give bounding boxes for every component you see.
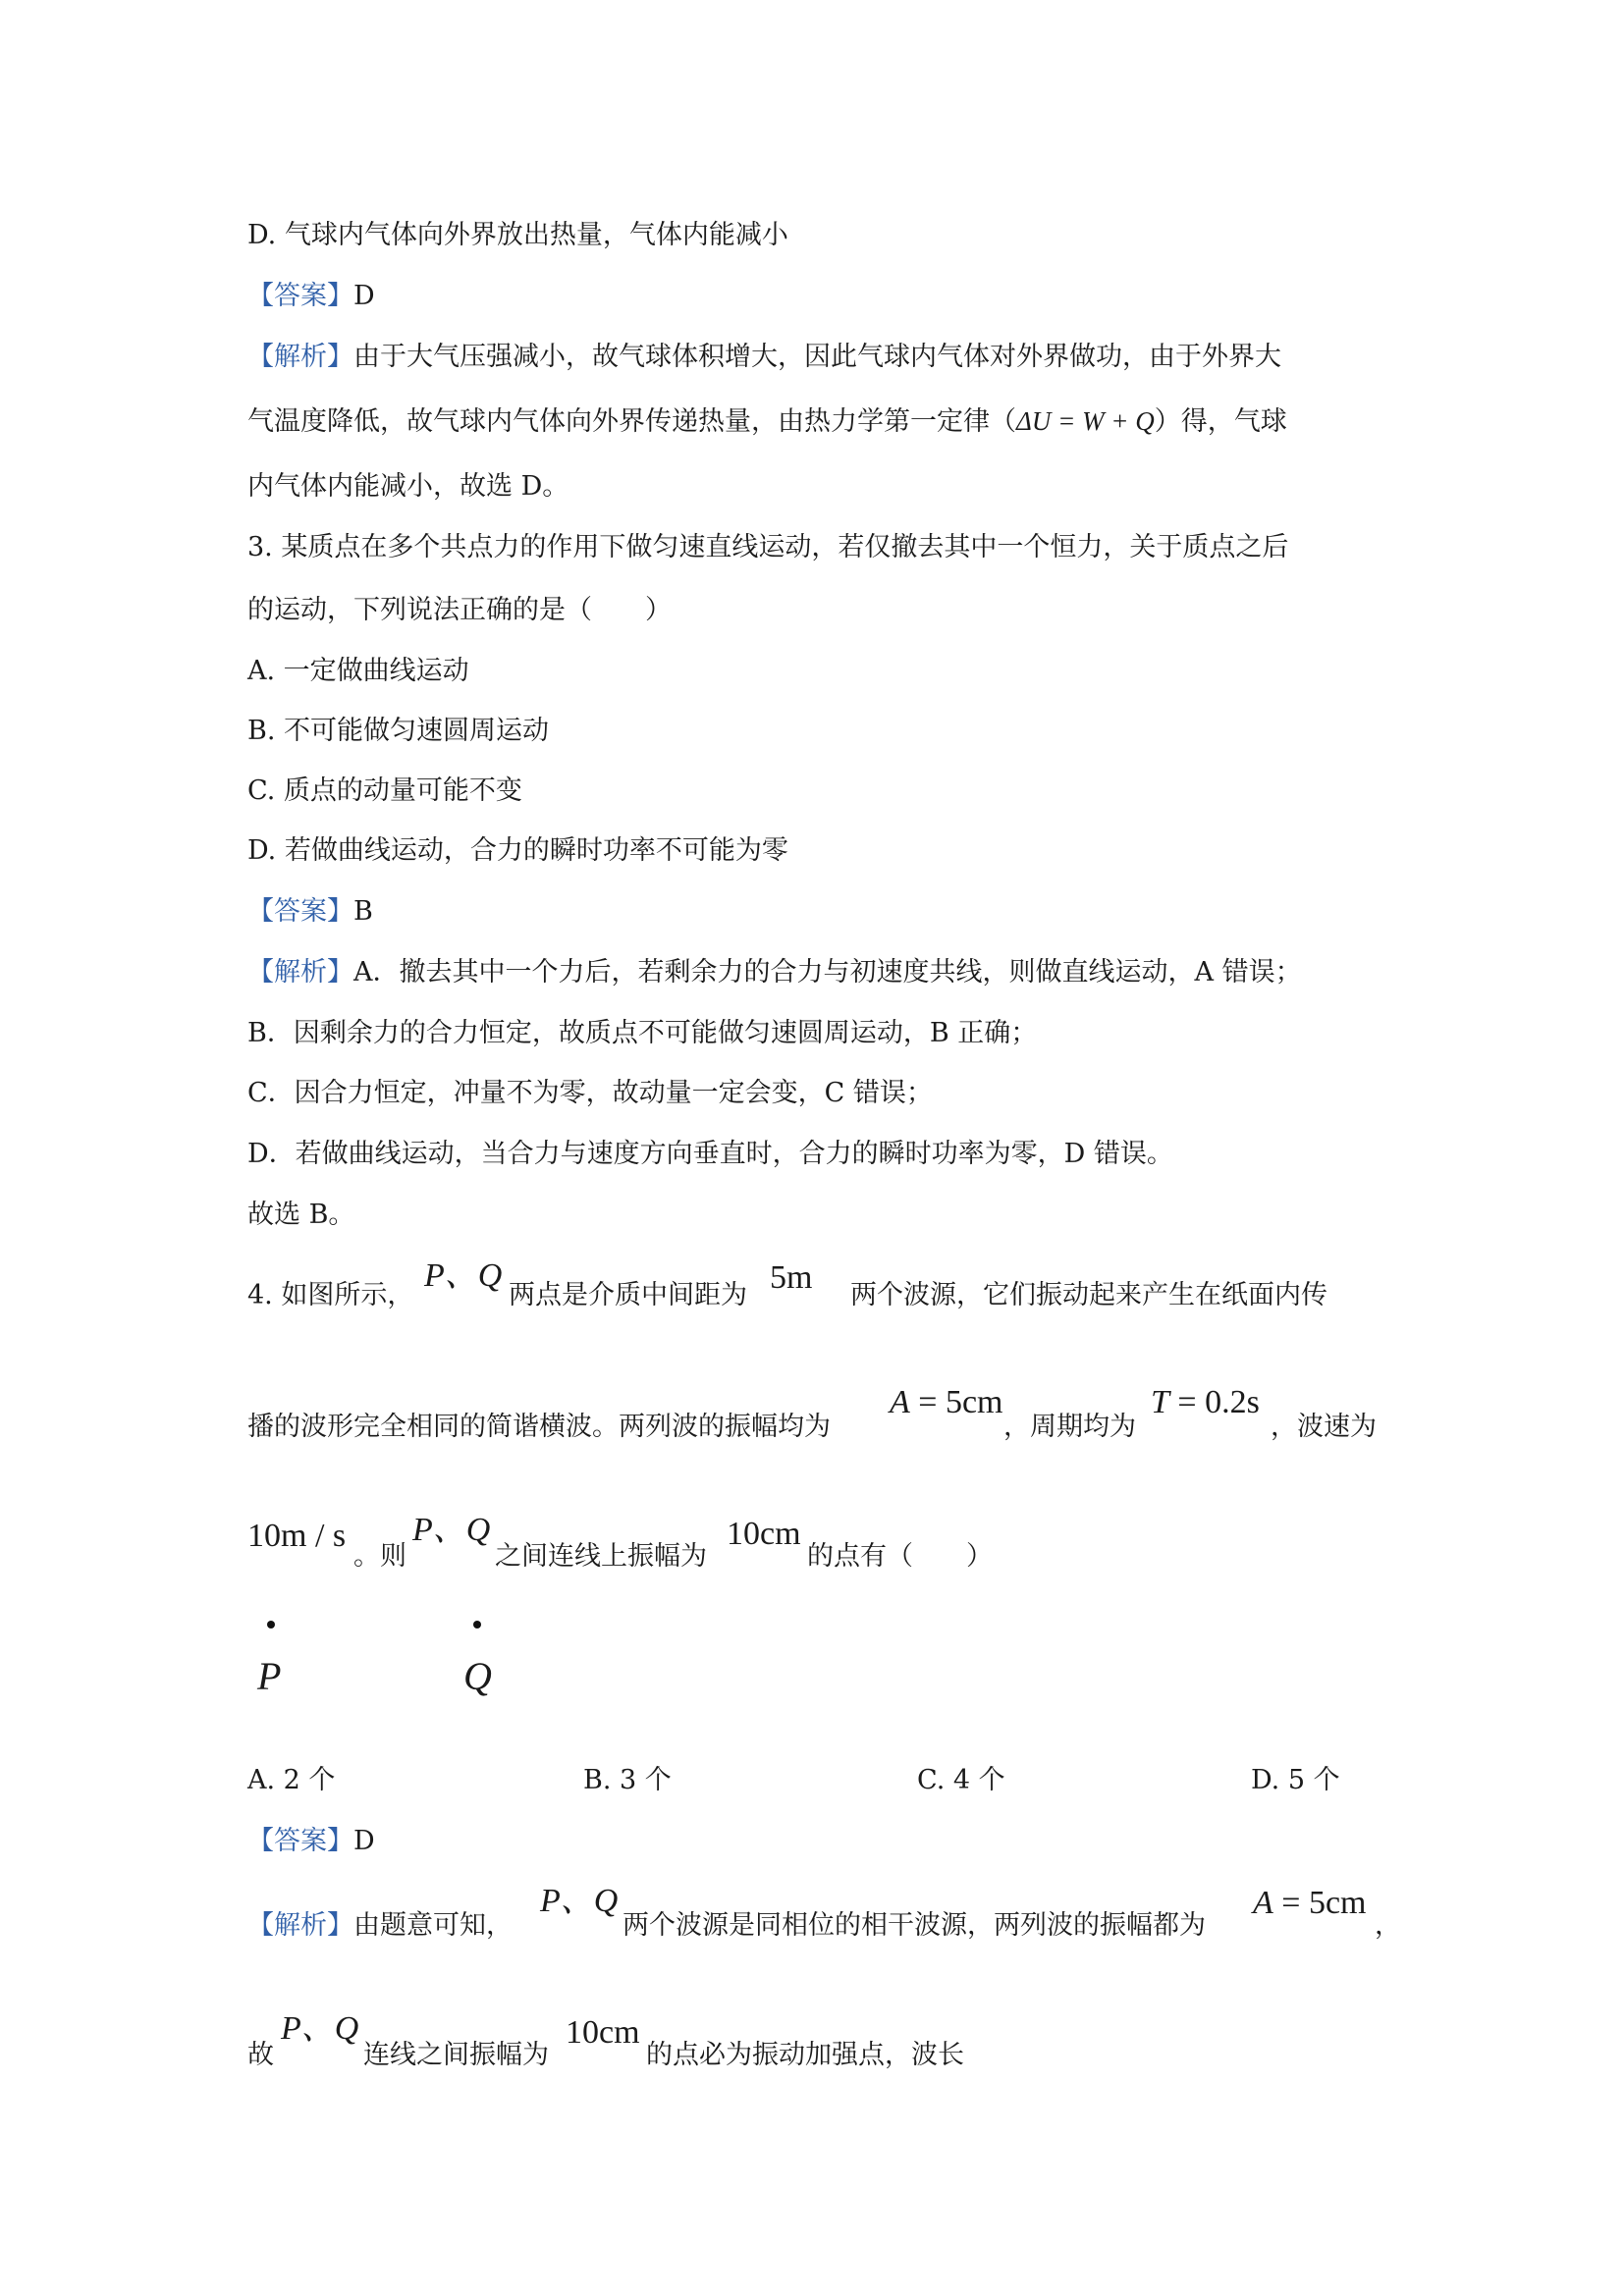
- first-law-formula: ΔU = W + Q: [1016, 406, 1155, 436]
- explanation-text: ）得，气球: [1154, 406, 1287, 437]
- answer-q4: [247, 1828, 375, 1854]
- explanation-text: 由题意可知，: [353, 1910, 513, 1941]
- explanation-text: A．撤去其中一个力后，若剩余力的合力与初速度共线，则做直线运动，A 错误；: [353, 957, 1302, 988]
- explanation-q2-line3: 内气体内能减小，故选 D。: [247, 471, 569, 502]
- explanation-text: ，: [1375, 1910, 1401, 1941]
- q4-option-c: C. 4 个: [917, 1765, 1005, 1795]
- question-3-line2: 的运动，下列说法正确的是（ ）: [247, 595, 672, 625]
- q3-option-b: B. 不可能做匀速圆周运动: [247, 716, 550, 746]
- explanation-text: 气温度降低，故气球内气体向外界传递热量，由热力学第一定律（: [247, 406, 1016, 437]
- q4-amplitude: A = 5cm: [890, 1384, 1003, 1420]
- q4-text: 。则: [353, 1541, 406, 1572]
- q4-amplitude: A = 5cm: [1253, 1885, 1367, 1921]
- answer-tag: 【答案】: [247, 281, 353, 311]
- point-p-label: P: [257, 1654, 282, 1698]
- q4-option-a: A. 2 个: [247, 1765, 336, 1795]
- q4-pq-symbols: P、Q: [540, 1883, 619, 1919]
- answer-value: D: [353, 281, 375, 311]
- q3-option-d: D. 若做曲线运动，合力的瞬时功率不可能为零: [247, 835, 788, 866]
- explanation-text: 由于大气压强减小，故气球体积增大，因此气球内气体对外界做功，由于外界大: [353, 342, 1281, 372]
- q4-option-d: D. 5 个: [1251, 1765, 1340, 1795]
- option-d-q2: D. 气球内气体向外界放出热量，气体内能减小: [247, 220, 788, 250]
- answer-tag: 【答案】: [247, 896, 353, 927]
- point-q-dot: [473, 1621, 481, 1629]
- answer-q3: [247, 898, 373, 925]
- explanation-tag: 【解析】: [247, 957, 353, 988]
- answer-tag: 【答案】: [247, 1826, 353, 1856]
- answer-q2: [247, 283, 375, 309]
- explanation-q3-line4: D．若做曲线运动，当合力与速度方向垂直时，合力的瞬时功率为零，D 错误。: [247, 1139, 1173, 1169]
- explanation-q3-line3: C．因合力恒定，冲量不为零，故动量一定会变，C 错误；: [247, 1078, 933, 1108]
- q4-text: 两个波源，它们振动起来产生在纸面内传: [850, 1280, 1327, 1310]
- q4-pq-symbols: P、Q: [412, 1512, 491, 1548]
- answer-value: D: [353, 1826, 375, 1856]
- q4-combined-amplitude: 10cm: [727, 1516, 801, 1552]
- explanation-q3-line1: [247, 959, 1302, 986]
- q4-text: ，波速为: [1271, 1412, 1377, 1442]
- question-3-line1: 3. 某质点在多个共点力的作用下做匀速直线运动，若仅撤去其中一个恒力，关于质点之后: [247, 532, 1289, 562]
- explanation-tag: 【解析】: [247, 1910, 353, 1941]
- q4-combined-amplitude: 10cm: [566, 2014, 640, 2051]
- q4-pq-symbols: P、Q: [424, 1257, 503, 1294]
- q4-text: 播的波形完全相同的简谐横波。两列波的振幅均为: [247, 1412, 831, 1442]
- explanation-text: 两个波源是同相位的相干波源，两列波的振幅都为: [623, 1910, 1206, 1941]
- point-p-dot: [267, 1621, 275, 1629]
- explanation-q2-line2: [247, 408, 1287, 435]
- explanation-q3-line5: 故选 B。: [247, 1200, 355, 1230]
- q4-intro: 4. 如图所示，: [247, 1280, 414, 1310]
- q4-text: ，周期均为: [1003, 1412, 1136, 1442]
- explanation-text: 连线之间振幅为: [363, 2040, 549, 2070]
- q4-pq-symbols: P、Q: [281, 2010, 359, 2047]
- q4-wave-speed: 10m / s: [247, 1518, 347, 1554]
- q3-option-c: C. 质点的动量可能不变: [247, 775, 522, 806]
- answer-value: B: [353, 896, 373, 927]
- q3-option-a: A. 一定做曲线运动: [247, 656, 469, 686]
- explanation-tag: 【解析】: [247, 342, 353, 372]
- q4-text: 的点有（ ）: [807, 1541, 993, 1572]
- point-q-label: Q: [463, 1654, 492, 1698]
- q4-distance: 5m: [770, 1259, 813, 1296]
- q4-text: 两点是介质中间距为: [509, 1280, 747, 1310]
- q4-option-b: B. 3 个: [583, 1765, 672, 1795]
- q4-period: T = 0.2s: [1151, 1384, 1260, 1420]
- explanation-q4-line2: 故: [247, 2040, 274, 2070]
- explanation-q4-line1: [247, 1912, 513, 1939]
- explanation-text: 的点必为振动加强点，波长: [646, 2040, 964, 2070]
- q4-text: 之间连线上振幅为: [495, 1541, 707, 1572]
- explanation-q3-line2: B．因剩余力的合力恒定，故质点不可能做匀速圆周运动，B 正确；: [247, 1018, 1038, 1048]
- explanation-q2-line1: [247, 344, 1281, 370]
